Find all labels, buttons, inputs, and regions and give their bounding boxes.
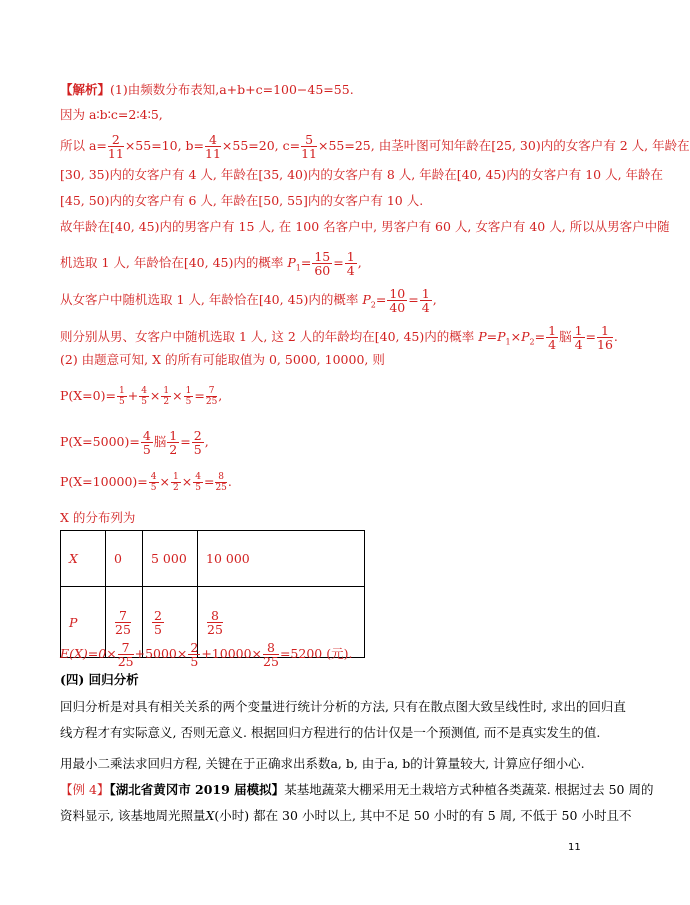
fraction: $\frac{4}{5}$ — [195, 472, 201, 493]
text: P — [287, 255, 296, 270]
fraction: $\frac{8}{25}$ — [207, 607, 223, 637]
p-product-line: 则分别从男、女客户中随机选取 1 人, 这 2 人的年龄均在[40, 45)内的概率 $P=P_1\times P_2=$ $\frac{1}{4}$ 脳 $\frac{1}{4}$ = $\frac{1}{16}$ . — [60, 323, 618, 352]
text: ×55=25, 由茎叶图可知年龄在[25, 30)内的女客户有 2 人, 年龄在 — [318, 138, 690, 153]
table-cell: 0 — [106, 531, 143, 587]
text: P(X=0)= — [60, 388, 116, 403]
text-line: (2) 由题意可知, X 的所有可能取值为 0, 5000, 10000, 则 — [60, 352, 385, 367]
text-line: 故年龄在[40, 45)内的男客户有 15 人, 在 100 名客户中, 男客户有 60 人, 女客户有 40 人, 所以从男客户中随 — [60, 219, 670, 234]
fraction: $\frac{1}{4}$ — [421, 286, 430, 315]
solution-heading — [60, 82, 354, 98]
fraction: $\frac{1}{2}$ — [173, 472, 179, 493]
fraction: $\frac{1}{4}$ — [346, 249, 355, 278]
text: × — [181, 474, 193, 489]
text: P(X=5000)= — [60, 434, 140, 449]
text: +5000× — [134, 646, 188, 661]
abc-values-line — [60, 133, 690, 160]
table-row — [61, 531, 365, 587]
fraction: $\frac{10}{40}$ — [389, 286, 406, 315]
text: P(X=10000)= — [60, 474, 148, 489]
text-line — [60, 756, 585, 772]
text: = — [203, 474, 215, 489]
text-line: 线方程才有实际意义, 否则无意义. 根据回归方程进行的估计仅是一个预测值, 而不是真实发生的值. — [60, 725, 601, 740]
fraction: $\frac{1}{5}$ — [185, 386, 192, 407]
text: 用最小二乘法求回归方程, 关键在于正确求出系数 — [60, 756, 331, 771]
text: 2 — [370, 300, 376, 310]
text: (小时) 都在 30 小时以上, 其中不足 50 小时的有 5 周, 不低于 50 小时且不 — [214, 808, 632, 823]
fraction: $\frac{1}{4}$ — [548, 323, 557, 352]
fraction: $\frac{1}{5}$ — [118, 386, 125, 407]
text: ×55=20, c= — [221, 138, 301, 153]
text: × — [172, 388, 183, 403]
text-line — [60, 808, 631, 824]
fraction: $\frac{4}{5}$ — [141, 386, 147, 407]
text: = — [300, 255, 312, 270]
example-tag: 【例 4】 — [60, 782, 110, 797]
text: ×55=10, b= — [124, 138, 204, 153]
text: E(X)=0× — [60, 646, 117, 661]
text: 某基地蔬菜大棚采用无土栽培方式种植各类蔬菜. 根据过去 50 周的 — [284, 782, 654, 797]
text: × — [159, 474, 170, 489]
fraction: $\frac{2}{11}$ — [107, 132, 124, 161]
text: 1 — [295, 263, 301, 273]
fraction: $\frac{2}{5}$ — [190, 640, 199, 669]
example-line — [60, 782, 654, 798]
text: = — [194, 388, 205, 403]
fraction: $\frac{2}{5}$ — [193, 428, 202, 457]
table-cell: 10 000 — [198, 531, 365, 587]
text: =P — [486, 329, 506, 344]
text: =5200 (元). — [279, 646, 353, 661]
text: P — [362, 292, 371, 307]
text: = — [375, 292, 387, 307]
text: 所以 a= — [60, 138, 107, 153]
text-line: [30, 35)内的女客户有 4 人, 年龄在[35, 40)内的女客户有 8 人, 年龄在[40, 45)内的女客户有 10 人, 年龄在 — [60, 167, 664, 182]
page-number: 11 — [568, 842, 581, 853]
text-line: 回归分析是对具有相关关系的两个变量进行统计分析的方法, 只有在散点图大致呈线性时, 求出的回归直 — [60, 699, 626, 714]
fraction: $\frac{4}{5}$ — [142, 428, 151, 457]
text: = — [333, 255, 344, 270]
text: a, b — [386, 756, 411, 771]
text: = — [408, 292, 419, 307]
fraction: $\frac{1}{2}$ — [169, 428, 178, 457]
fraction: $\frac{4}{11}$ — [205, 132, 221, 161]
fraction: $\frac{8}{25}$ — [263, 640, 279, 669]
text-line: [45, 50)内的女客户有 6 人, 年龄在[50, 55]内的女客户有 10 人. — [60, 193, 424, 208]
text: 机选取 1 人, 年龄恰在[40, 45)内的概率 — [60, 255, 288, 270]
text: , 由于 — [353, 756, 387, 771]
distribution-table — [60, 530, 365, 658]
text: (1)由频数分布表知,a+b+c=100−45=55. — [110, 82, 354, 97]
fraction: $\frac{15}{60}$ — [314, 249, 331, 278]
analysis-tag: 【解析】 — [60, 82, 111, 97]
text: = — [180, 434, 191, 449]
fraction: $\frac{5}{11}$ — [301, 132, 317, 161]
distribution-caption: X 的分布列为 — [60, 510, 136, 525]
fraction: $\frac{1}{16}$ — [597, 323, 613, 352]
source-tag: 【湖北省黄冈市 2019 届模拟】 — [109, 782, 285, 797]
text: P — [478, 329, 487, 344]
text: +10000× — [201, 646, 263, 661]
fraction: $\frac{7}{25}$ — [115, 607, 131, 637]
fraction: $\frac{1}{4}$ — [574, 323, 583, 352]
fraction: $\frac{7}{25}$ — [205, 386, 218, 407]
fraction: $\frac{2}{5}$ — [154, 607, 162, 637]
text: 资料显示, 该基地周光照量 — [60, 808, 206, 823]
text: 的计算量较大, 计算应仔细小心. — [410, 756, 585, 771]
px10000-line: P(X=10000)= $\frac{4}{5}$ × $\frac{1}{2}$ × $\frac{4}{5}$ = $\frac{8}{25}$ . — [60, 472, 232, 493]
ratio-line: 因为 a∶b∶c=2∶4∶5, — [60, 107, 163, 122]
p2-line: 从女客户中随机选取 1 人, 年龄恰在[40, 45)内的概率 $P_2=$ $\frac{10}{40}$ = $\frac{1}{4}$ , — [60, 286, 437, 315]
text: 脳 — [559, 329, 572, 344]
p1-line: 机选取 1 人, 年龄恰在[40, 45)内的概率 $P_1=$ $\frac{15}{60}$ = $\frac{1}{4}$ , — [60, 249, 362, 278]
px5000-line: P(X=5000)= $\frac{4}{5}$ 脳 $\frac{1}{2}$ = $\frac{2}{5}$ , — [60, 428, 209, 457]
text: 从女客户中随机选取 1 人, 年龄恰在[40, 45)内的概率 — [60, 292, 363, 307]
fraction: $\frac{7}{25}$ — [117, 640, 134, 669]
fraction: $\frac{1}{2}$ — [163, 386, 170, 407]
text: a, b — [330, 756, 354, 771]
text: = — [534, 329, 546, 344]
text: 则分别从男、女客户中随机选取 1 人, 这 2 人的年龄均在[40, 45)内的概率 — [60, 329, 479, 344]
section-heading: (四) 回归分析 — [60, 672, 139, 687]
table-cell: 5 000 — [143, 531, 198, 587]
text: X — [205, 808, 215, 823]
table-cell: P — [61, 587, 106, 658]
text: 1 — [505, 337, 511, 347]
text: = — [585, 329, 597, 344]
fraction: $\frac{4}{5}$ — [150, 472, 157, 493]
text: 2 — [529, 337, 535, 347]
expectation-line — [60, 641, 352, 668]
fraction: $\frac{8}{25}$ — [215, 472, 227, 493]
text: ×P — [510, 329, 530, 344]
text: 脳 — [153, 434, 167, 449]
text: × — [149, 388, 161, 403]
text: + — [127, 388, 139, 403]
table-cell: X — [61, 531, 106, 587]
px0-line: P(X=0)= $\frac{1}{5}$ + $\frac{4}{5}$ × $\frac{1}{2}$ × $\frac{1}{5}$ = $\frac{7}{25}$ , — [60, 386, 223, 407]
